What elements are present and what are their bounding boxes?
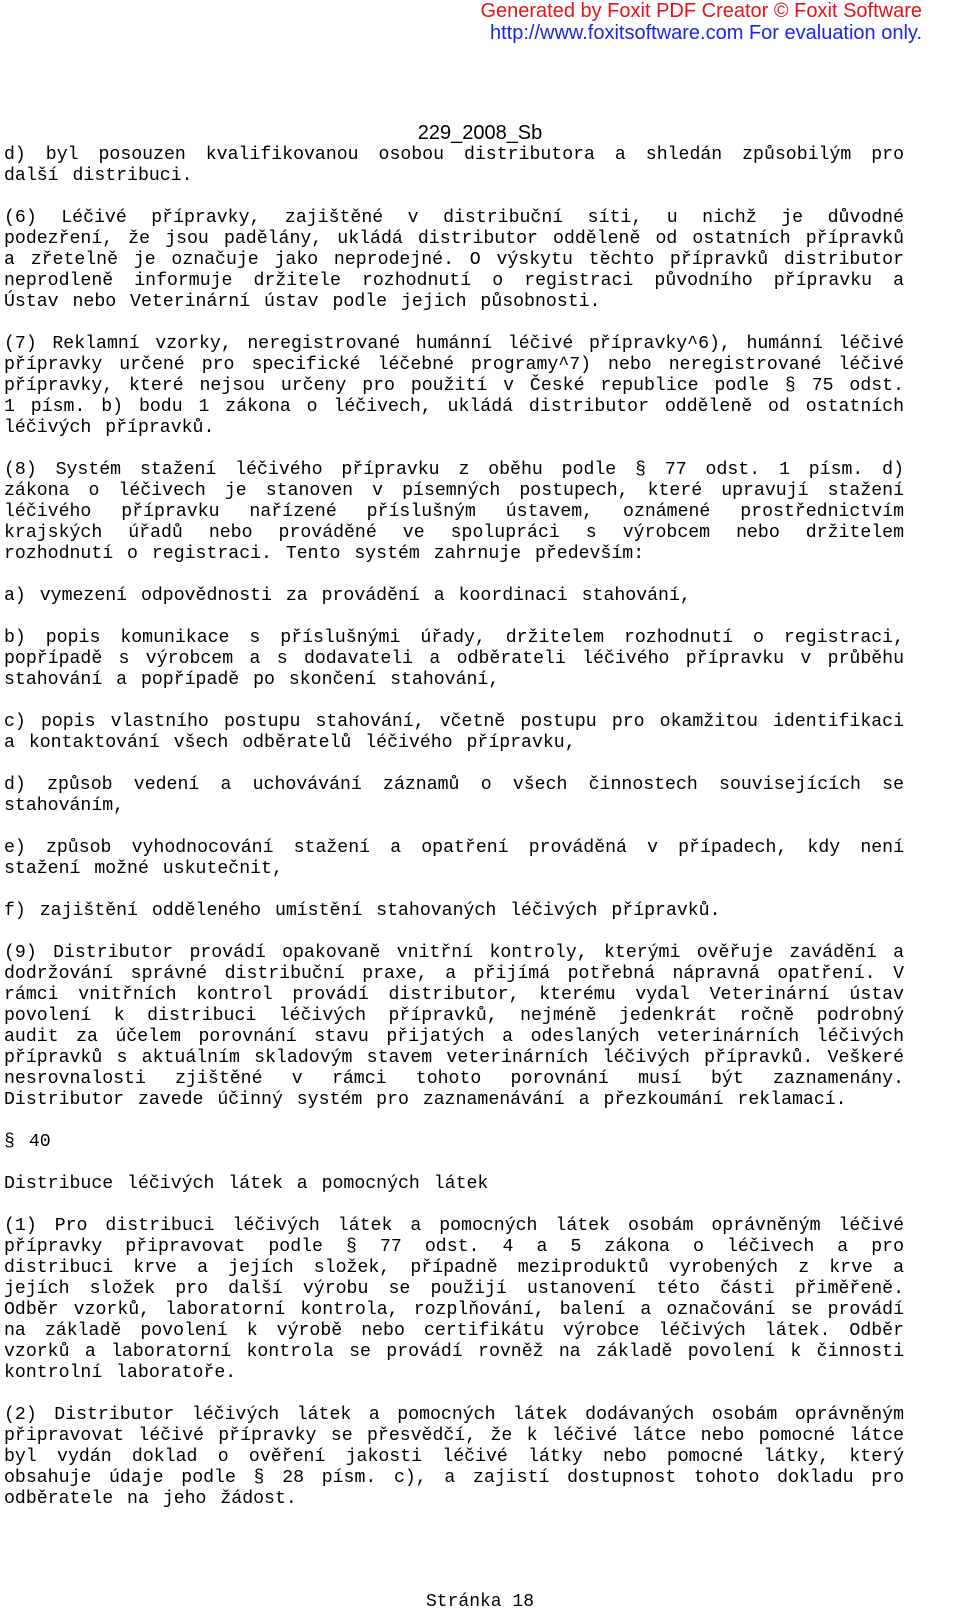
section-title: Distribuce léčivých látek a pomocných látek: [4, 1174, 489, 1194]
list-item-d: d) způsob vedení a uchovávání záznamů o všech činnostech souvisejících se stahováním,: [4, 775, 904, 816]
paragraph-item-d: d) byl posouzen kvalifikovanou osobou distributora a shledán způsobilým pro další distribuci.: [4, 145, 904, 186]
paragraph-40-2: (2) Distributor léčivých látek a pomocných látek dodávaných osobám oprávněným připravovat léčivé přípravky se přesvědčí, že k léčivé látce nebo pomocné látce byl vydán doklad o ověření jakosti léčivé látky nebo pomocné látky, který obsahuje údaje podle § 28 písm. c), a zajistí dostupnost tohoto dokladu pro odběratele na jeho žádost.: [4, 1405, 904, 1509]
pdf-creator-watermark: [480, 0, 922, 44]
document-body: [4, 145, 904, 1531]
list-item-b: b) popis komunikace s příslušnými úřady, držitelem rozhodnutí o registraci, popřípadě s výrobcem a s dodavateli a odběrateli léčivého přípravku v průběhu stahování a popřípadě po skončení stahování,: [4, 628, 904, 690]
paragraph-6: (6) Léčivé přípravky, zajištěné v distribuční síti, u nichž je důvodné podezření, že jsou padělány, ukládá distributor odděleně od ostatních přípravků a zřetelně je označuje jako neprodejné. O výskytu těchto přípravků distributor neprodleně informuje držitele rozhodnutí o registraci původního přípravku a Ústav nebo Veterinární ústav podle jejich působnosti.: [4, 208, 904, 312]
list-item-a: a) vymezení odpovědnosti za provádění a koordinaci stahování,: [4, 586, 691, 606]
list-item-c: c) popis vlastního postupu stahování, včetně postupu pro okamžitou identifikaci a kontaktování všech odběratelů léčivého přípravku,: [4, 712, 904, 753]
list-item-e: e) způsob vyhodnocování stažení a opatření prováděná v případech, kdy není stažení možné uskutečnit,: [4, 838, 904, 879]
watermark-line-url: http://www.foxitsoftware.com For evaluation only.: [489, 22, 922, 44]
page-number-footer: Stránka 18: [425, 1592, 535, 1612]
section-number-40: § 40: [4, 1132, 51, 1152]
page-header-document-id: 229_2008_Sb: [417, 122, 543, 144]
paragraph-40-1: (1) Pro distribuci léčivých látek a pomocných látek osobám oprávněným léčivé přípravky připravovat podle § 77 odst. 4 a 5 zákona o léčivech a pro distribuci krve a jejích složek, případně meziproduktů vyrobených z krve a jejích složek pro další výrobu se použijí ustanovení této části přiměřeně. Odběr vzorků, laboratorní kontrola, rozplňování, balení a označování se provádí na základě povolení k výrobě nebo certifikátu výrobce léčivých látek. Odběr vzorků a laboratorní kontrola se provádí rovněž na základě povolení k činnosti kontrolní laboratoře.: [4, 1216, 904, 1383]
list-item-f: f) zajištění odděleného umístění stahovaných léčivých přípravků.: [4, 901, 721, 921]
paragraph-8: (8) Systém stažení léčivého přípravku z oběhu podle § 77 odst. 1 písm. d) zákona o léčivech je stanoven v písemných postupech, které upravují stažení léčivého přípravku nařízené příslušným ústavem, oznámené prostřednictvím krajských úřadů nebo prováděné ve spolupráci s výrobcem nebo držitelem rozhodnutí o registraci. Tento systém zahrnuje především:: [4, 460, 904, 564]
watermark-line-generated-by: Generated by Foxit PDF Creator © Foxit Software: [480, 0, 922, 22]
paragraph-9: (9) Distributor provádí opakovaně vnitřní kontroly, kterými ověřuje zavádění a dodržování správné distribuční praxe, a přijímá potřebná nápravná opatření. V rámci vnitřních kontrol provádí distributor, kterému vydal Veterinární ústav povolení k distribuci léčivých přípravků, nejméně jedenkrát ročně podrobný audit za účelem porovnání stavu přijatých a odeslaných veterinárních léčivých přípravků s aktuálním skladovým stavem veterinárních léčivých přípravků. Veškeré nesrovnalosti zjištěné v rámci tohoto porovnání musí být zaznamenány. Distributor zavede účinný systém pro zaznamenávání a přezkoumání reklamací.: [4, 943, 904, 1110]
paragraph-7: (7) Reklamní vzorky, neregistrované humánní léčivé přípravky^6), humánní léčivé přípravky určené pro specifické léčebné programy^7) nebo neregistrované léčivé přípravky, které nejsou určeny pro použití v České republice podle § 75 odst. 1 písm. b) bodu 1 zákona o léčivech, ukládá distributor odděleně od ostatních léčivých přípravků.: [4, 334, 904, 438]
